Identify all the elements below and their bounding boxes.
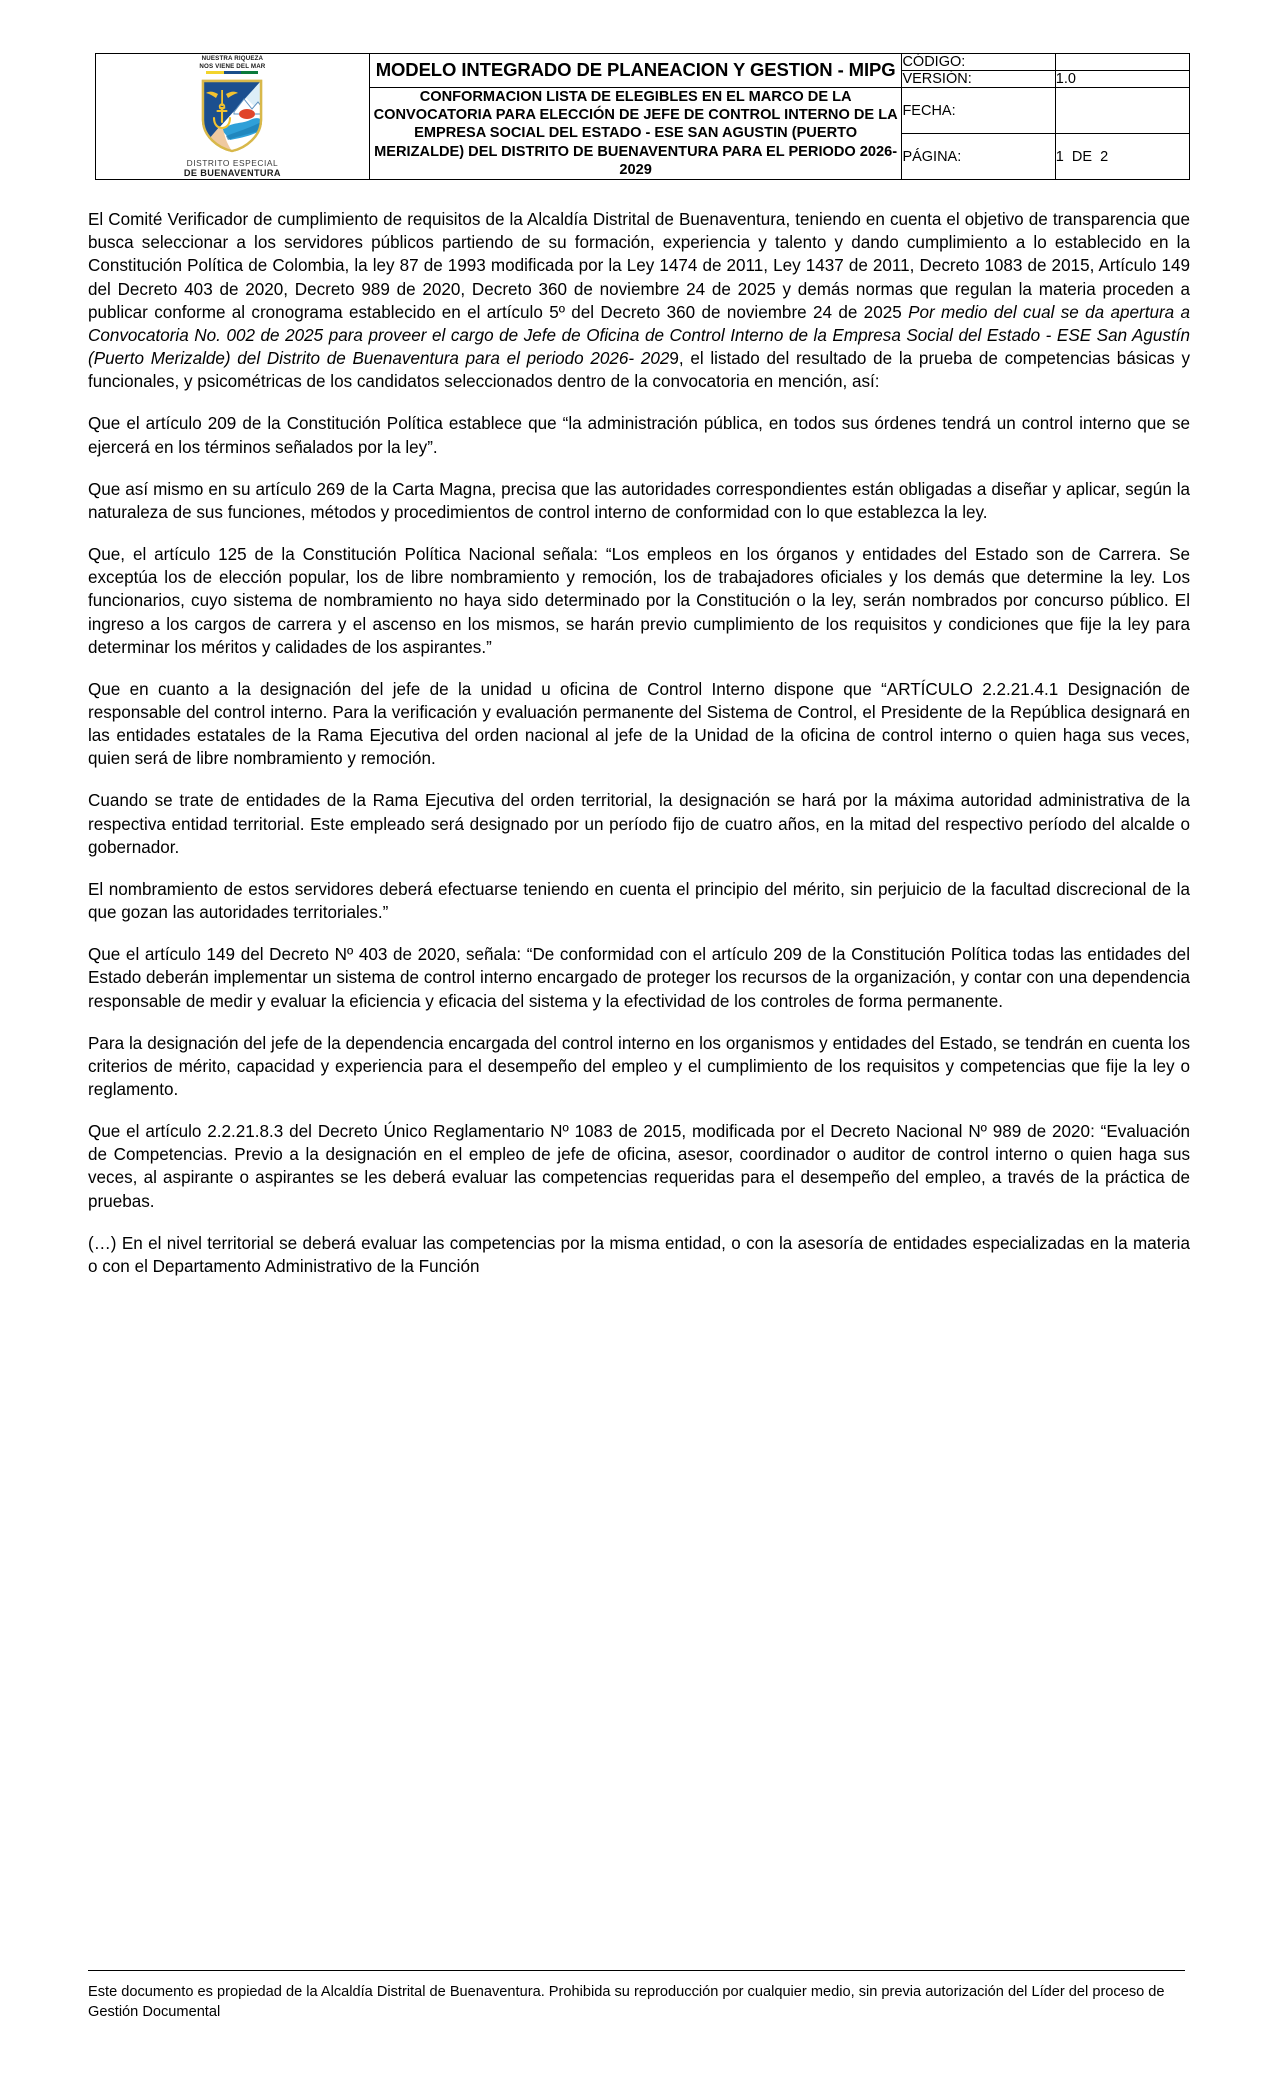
meta-value-pagina: 1 DE 2 bbox=[1055, 134, 1189, 180]
paragraph-intro-part1: El Comité Verificador de cumplimiento de requisitos de la Alcaldía Distrital de Buenaventura, teniendo en cuenta el objetivo de transparencia que busca seleccionar a los servidores públicos partiendo de su formación, experiencia y talento y dando cumplimiento a lo establecido en la Constitución Política de Colombia, la ley 87 de 1993 modificada por la Ley 1474 de 2011, Ley 1437 de 2011, Decreto 1083 de 2015, Artículo 149 del Decreto 403 de 2020, Decreto 989 de 2020, Decreto 360 de noviembre 24 de 2025 y demás normas que regulan la materia proceden a publicar conforme al cronograma establecido en el artículo 5º del Decreto 360 de noviembre 24 de 2025 bbox=[88, 210, 1190, 322]
logo-cell bbox=[96, 54, 370, 180]
paragraph-articulo-209: Que el artículo 209 de la Constitución Política establece que “la administración pública, en todos sus órdenes tendrá un control interno que se ejercerá en los términos señalados por la ley”. bbox=[88, 414, 1190, 457]
paragraph-intro-italic: Por medio del cual se da apertura a Convocatoria No. 002 de 2025 para proveer el cargo de Jefe de Oficina de Control Interno de la Empresa Social del Estado - ESE San Agustín (Puerto Merizalde) del Distrito de Buenaventura para el periodo 2026- 202 bbox=[88, 302, 1190, 369]
meta-value-codigo bbox=[1055, 54, 1189, 71]
logo-name-line2: DE BUENAVENTURA bbox=[183, 167, 281, 178]
header-row-codigo bbox=[96, 54, 1190, 71]
logo-slogan-line2: NOS VIENE DEL MAR bbox=[199, 62, 266, 70]
header-table bbox=[95, 53, 1190, 180]
paragraph-articulo-222183: Que el artículo 2.2.21.8.3 del Decreto Único Reglamentario Nº 1083 de 2015, modificada por el Decreto Nacional Nº 989 de 2020: “Evaluación de Competencias. Previo a la designación en el empleo de jefe de oficina, asesor, coordinador o auditor de control interno o quien haga sus veces, al aspirante o aspirantes se les deberá evaluar las competencias requeridas para el desempeño del empleo, a través de la práctica de pruebas. bbox=[88, 1122, 1190, 1211]
document-body bbox=[0, 208, 1275, 1278]
logo-slogan bbox=[199, 55, 265, 70]
paragraph-intro-part2: 9, el listado del resultado de la prueba de competencias básicas y funcionales, y psicométricas de los candidatos seleccionados dentro de la convocatoria en mención, así: bbox=[88, 349, 1190, 392]
meta-label-version: VERSIÓN: bbox=[902, 71, 1055, 88]
document-header bbox=[0, 0, 1275, 180]
logo-bar-blue bbox=[224, 71, 241, 74]
footer-divider bbox=[88, 1970, 1185, 2022]
header-subtitle: CONFORMACION LISTA DE ELEGIBLES EN EL MARCO DE LA CONVOCATORIA PARA ELECCIÓN DE JEFE DE CONTROL INTERNO DE LA EMPRESA SOCIAL DEL ESTADO - ESE SAN AGUSTIN (PUERTO MERIZALDE) DEL DISTRITO DE BUENAVENTURA PARA EL PERIODO 2026-2029 bbox=[369, 88, 902, 180]
meta-label-codigo: CÓDIGO: bbox=[902, 54, 1055, 71]
logo-slogan-line1: NUESTRA RIQUEZA bbox=[201, 55, 264, 63]
meta-label-fecha: FECHA: bbox=[902, 88, 1055, 134]
header-main-title: MODELO INTEGRADO DE PLANEACION Y GESTION - MIPG bbox=[369, 54, 902, 88]
paragraph-designacion-control-interno: Que en cuanto a la designación del jefe de la unidad u oficina de Control Interno dispone que “ARTÍCULO 2.2.21.4.1 Designación de responsable del control interno. Para la verificación y evaluación permanente del Sistema de Control, el Presidente de la República designará en las entidades estatales de la Rama Ejecutiva del orden nacional al jefe de la Unidad de la oficina de control interno o quien haga sus veces, quien será de libre nombramiento y remoción. bbox=[88, 679, 1190, 769]
footer-text: Este documento es propiedad de la Alcaldía Distrital de Buenaventura. Prohibida su reproducción por cualquier medio, sin previa autorización del Líder del proceso de Gestión Documental bbox=[88, 1984, 1165, 2021]
paragraph-articulo-269: Que así mismo en su artículo 269 de la Carta Magna, precisa que las autoridades correspondientes están obligadas a diseñar y aplicar, según la naturaleza de sus funciones, métodos y procedimientos de control interno de conformidad con lo que establezca la ley. bbox=[88, 479, 1190, 522]
meta-label-pagina: PÁGINA: bbox=[902, 134, 1055, 180]
paragraph-intro bbox=[88, 208, 1190, 393]
buenaventura-shield-logo bbox=[96, 55, 369, 177]
meta-value-fecha bbox=[1055, 88, 1189, 134]
paragraph-articulo-125: Que, el artículo 125 de la Constitución Política Nacional señala: “Los empleos en los órganos y entidades del Estado son de Carrera. Se exceptúa los de elección popular, los de libre nombramiento y remoción, los de trabajadores oficiales y los demás que determine la ley. Los funcionarios, cuyo sistema de nombramiento no haya sido determinado por la Constitución o la ley, serán nombrados por concurso público. El ingreso a los cargos de carrera y el ascenso en los mismos, se harán previo cumplimiento de los requisitos y condiciones que fije la ley para determinar los méritos y calidades de los aspirantes.” bbox=[88, 545, 1190, 657]
coat-of-arms-icon bbox=[200, 78, 264, 154]
logo-bar-yellow bbox=[206, 71, 223, 74]
document-footer bbox=[0, 1970, 1275, 2022]
logo-name-line1: DISTRITO ESPECIAL bbox=[186, 157, 279, 168]
meta-value-version: 1.0 bbox=[1055, 71, 1189, 88]
logo-color-bars bbox=[206, 71, 258, 74]
paragraph-nombramiento-merito: El nombramiento de estos servidores deberá efectuarse teniendo en cuenta el principio del mérito, sin perjuicio de la facultad discrecional de la que gozan las autoridades territoriales.” bbox=[88, 879, 1190, 923]
paragraph-articulo-149-decreto-403: Que el artículo 149 del Decreto Nº 403 de 2020, señala: “De conformidad con el artículo 209 de la Constitución Política todas las entidades del Estado deberán implementar un sistema de control interno encargado de proteger los recursos de la organización, y contar con una dependencia responsable de medir y evaluar la eficiencia y eficacia del sistema y la efectividad de los controles de forma permanente. bbox=[88, 945, 1190, 1011]
paragraph-designacion-jefe-dependencia: Para la designación del jefe de la dependencia encargada del control interno en los organismos y entidades del Estado, se tendrán en cuenta los criterios de mérito, capacidad y experiencia para el desempeño del empleo y el cumplimiento de los requisitos y competencias que fije la ley o reglamento. bbox=[88, 1033, 1190, 1100]
logo-bar-green bbox=[241, 71, 258, 74]
paragraph-rama-ejecutiva-territorial: Cuando se trate de entidades de la Rama Ejecutiva del orden territorial, la designación se hará por la máxima autoridad administrativa de la respectiva entidad territorial. Este empleado será designado por un período fijo de cuatro años, en la mitad del respectivo período del alcalde o gobernador. bbox=[88, 791, 1190, 857]
paragraph-nivel-territorial: (…) En el nivel territorial se deberá evaluar las competencias por la misma entidad, o con la asesoría de entidades especializadas en la materia o con el Departamento Administrativo de la Función bbox=[88, 1233, 1190, 1276]
